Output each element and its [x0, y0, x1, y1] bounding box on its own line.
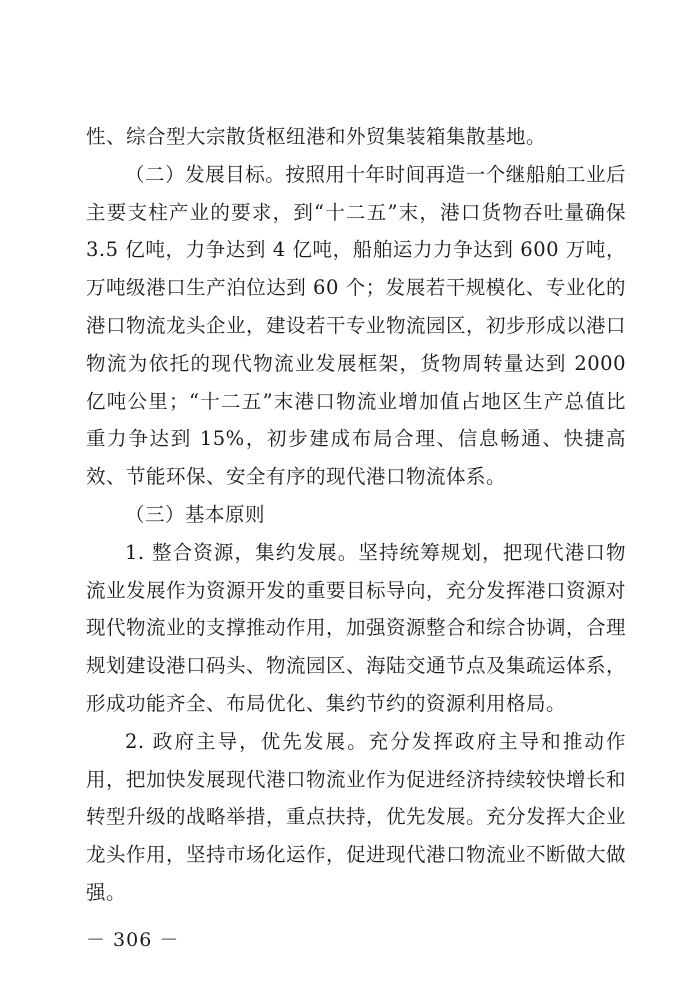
paragraph-principle-2: 2. 政府主导，优先发展。充分发挥政府主导和推动作用，把加快发展现代港口物流业作为促进经济持续较快增长和转型升级的战略举措，重点扶持，优先发展。充分发挥大企业龙头作用，坚持市场化运作，促进现代港口物流业不断做大做强。 [86, 729, 627, 904]
section-heading-basic-principles: （三）基本原则 [125, 502, 266, 526]
body-text [86, 118, 626, 912]
paragraph-development-goals: （二）发展目标。按照用十年时间再造一个继船舶工业后主要支柱产业的要求，到“十二五”末，港口货物吞吐量确保 3.5 亿吨，力争达到 4 亿吨，船舶运力力争达到 600 万吨，万吨级港口生产泊位达到 60 个；发展若干规模化、专业化的港口物流龙头企业，建设若干专业物流园区，初步形成以港口物流为依托的现代物流业发展框架，货物周转量达到 2000 亿吨公里；“十二五”末港口物流业增加值占地区生产总值比重力争达到 15%，初步建成布局合理、信息畅通、快捷高效、节能环保、安全有序的现代港口物流体系。 [86, 162, 627, 489]
page-number: － 306 － [86, 929, 180, 951]
paragraph-principle-1: 1. 整合资源，集约发展。坚持统筹规划，把现代港口物流业发展作为资源开发的重要目标导向，充分发挥港口资源对现代物流业的支撑推动作用，加强资源整合和综合协调，合理规划建设港口码头、物流园区、海陆交通节点及集疏运体系，形成功能齐全、布局优化、集约节约的资源利用格局。 [86, 540, 627, 715]
paragraph-continuation: 性、综合型大宗散货枢纽港和外贸集装箱集散基地。 [86, 125, 547, 148]
